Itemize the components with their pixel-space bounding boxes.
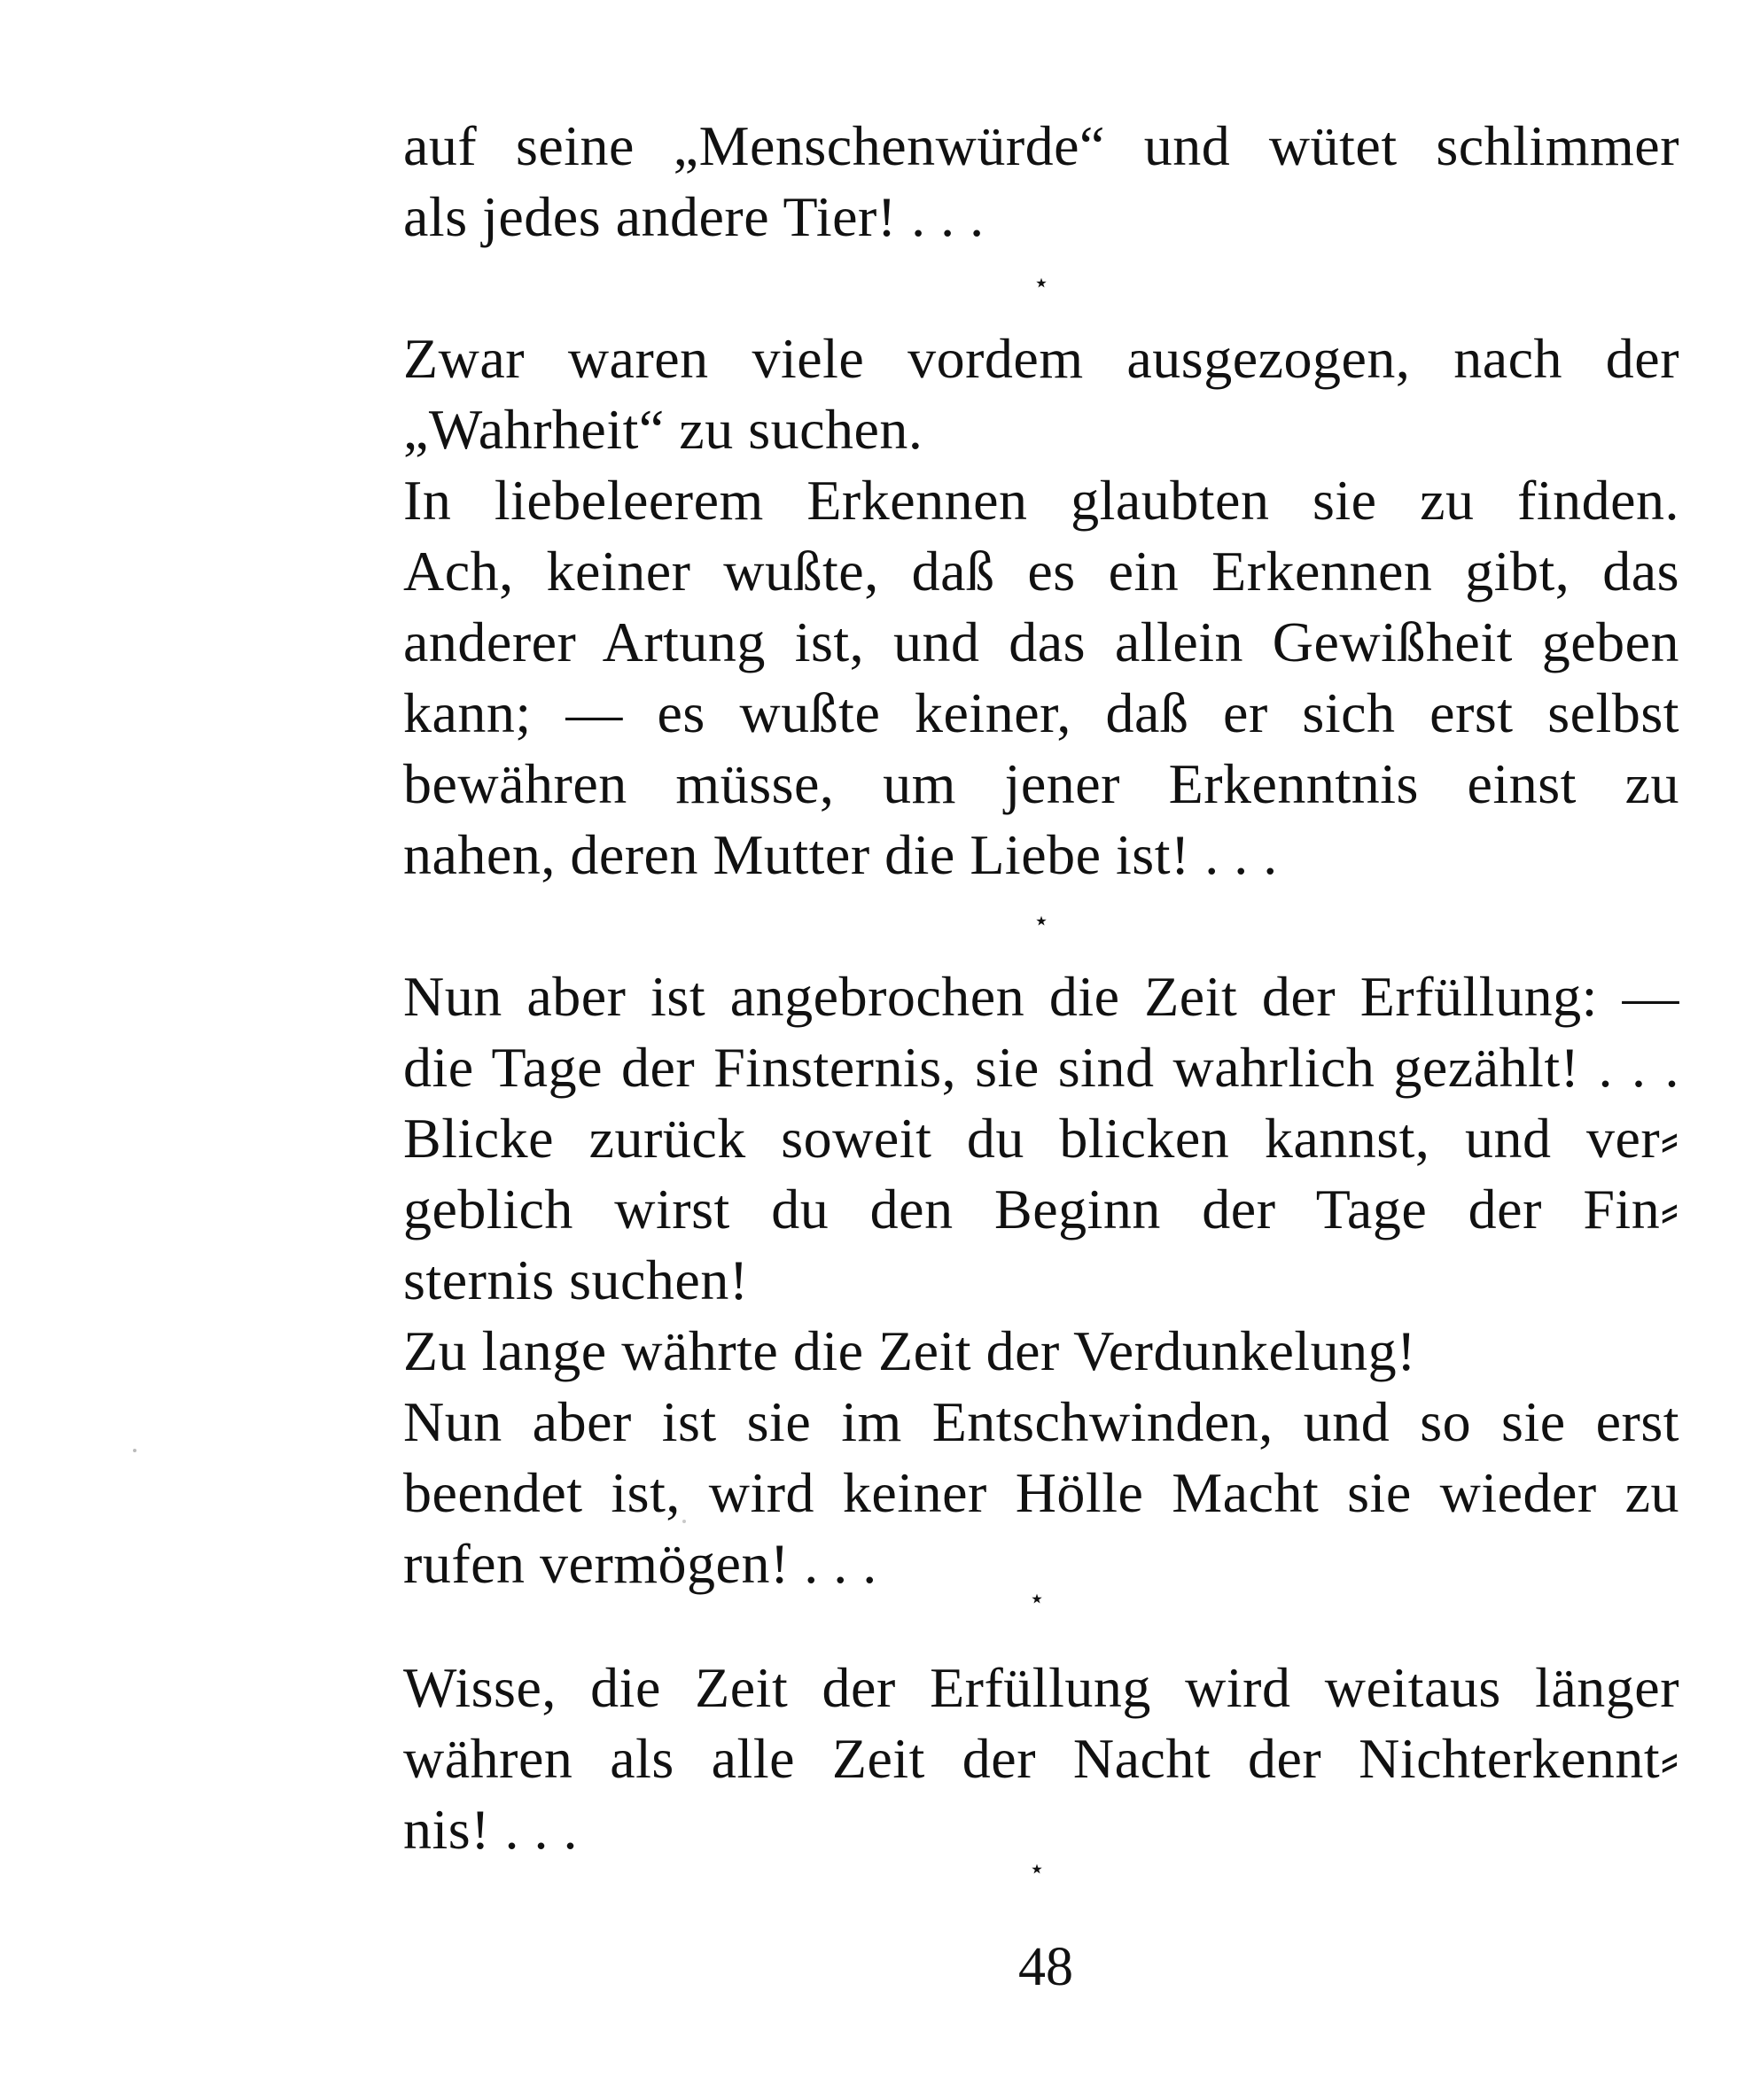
text-line: Zwar waren viele vordem ausgezogen, nach der — [403, 327, 1679, 390]
scan-speck — [682, 1520, 686, 1523]
scan-speck — [133, 1449, 136, 1452]
text-line: bewähren müsse, um jener Erkenntnis einst zu — [403, 752, 1679, 815]
text-line: anderer Artung ist, und das allein Gewißheit geben — [403, 611, 1679, 673]
text-line: rufen vermögen! . . . — [403, 1532, 877, 1595]
text-line: „Wahrheit“ zu suchen. — [403, 398, 923, 461]
text-line: beendet ist, wird keiner Hölle Macht sie wieder zu — [403, 1461, 1679, 1524]
section-separator-star: ⋆ — [1032, 268, 1050, 298]
text-line: Nun aber ist sie im Entschwinden, und so sie erst — [403, 1390, 1679, 1453]
text-line: kann; — es wußte keiner, daß er sich erst selbst — [403, 681, 1679, 744]
section-separator-star: ⋆ — [1028, 1855, 1046, 1884]
text-line: geblich wirst du den Beginn der Tage der Fin⸗ — [403, 1178, 1679, 1241]
section-separator-star: ⋆ — [1032, 906, 1050, 936]
text-line: Wisse, die Zeit der Erfüllung wird weitaus länger — [403, 1656, 1679, 1719]
text-line: Zu lange währte die Zeit der Verdunkelung! — [403, 1319, 1416, 1382]
text-line: Ach, keiner wußte, daß es ein Erkennen gibt, das — [403, 540, 1679, 603]
text-line: die Tage der Finsternis, sie sind wahrlich gezählt! . . . — [403, 1036, 1679, 1099]
section-separator-star: ⋆ — [1028, 1584, 1046, 1614]
text-line: nis! . . . — [403, 1798, 578, 1861]
text-line: In liebeleerem Erkennen glaubten sie zu finden. — [403, 469, 1679, 532]
text-line: währen als alle Zeit der Nacht der Nichterkennt⸗ — [403, 1727, 1679, 1790]
text-line: auf seine „Menschenwürde“ und wütet schlimmer — [403, 114, 1679, 177]
text-line: Nun aber ist angebrochen die Zeit der Erfüllung: — — [403, 965, 1679, 1028]
text-line: sternis suchen! — [403, 1248, 749, 1311]
text-line: Blicke zurück soweit du blicken kannst, und ver⸗ — [403, 1107, 1679, 1170]
text-line: als jedes andere Tier! . . . — [403, 185, 985, 248]
text-line: nahen, deren Mutter die Liebe ist! . . . — [403, 823, 1278, 886]
page-number: 48 — [1018, 1937, 1073, 1997]
